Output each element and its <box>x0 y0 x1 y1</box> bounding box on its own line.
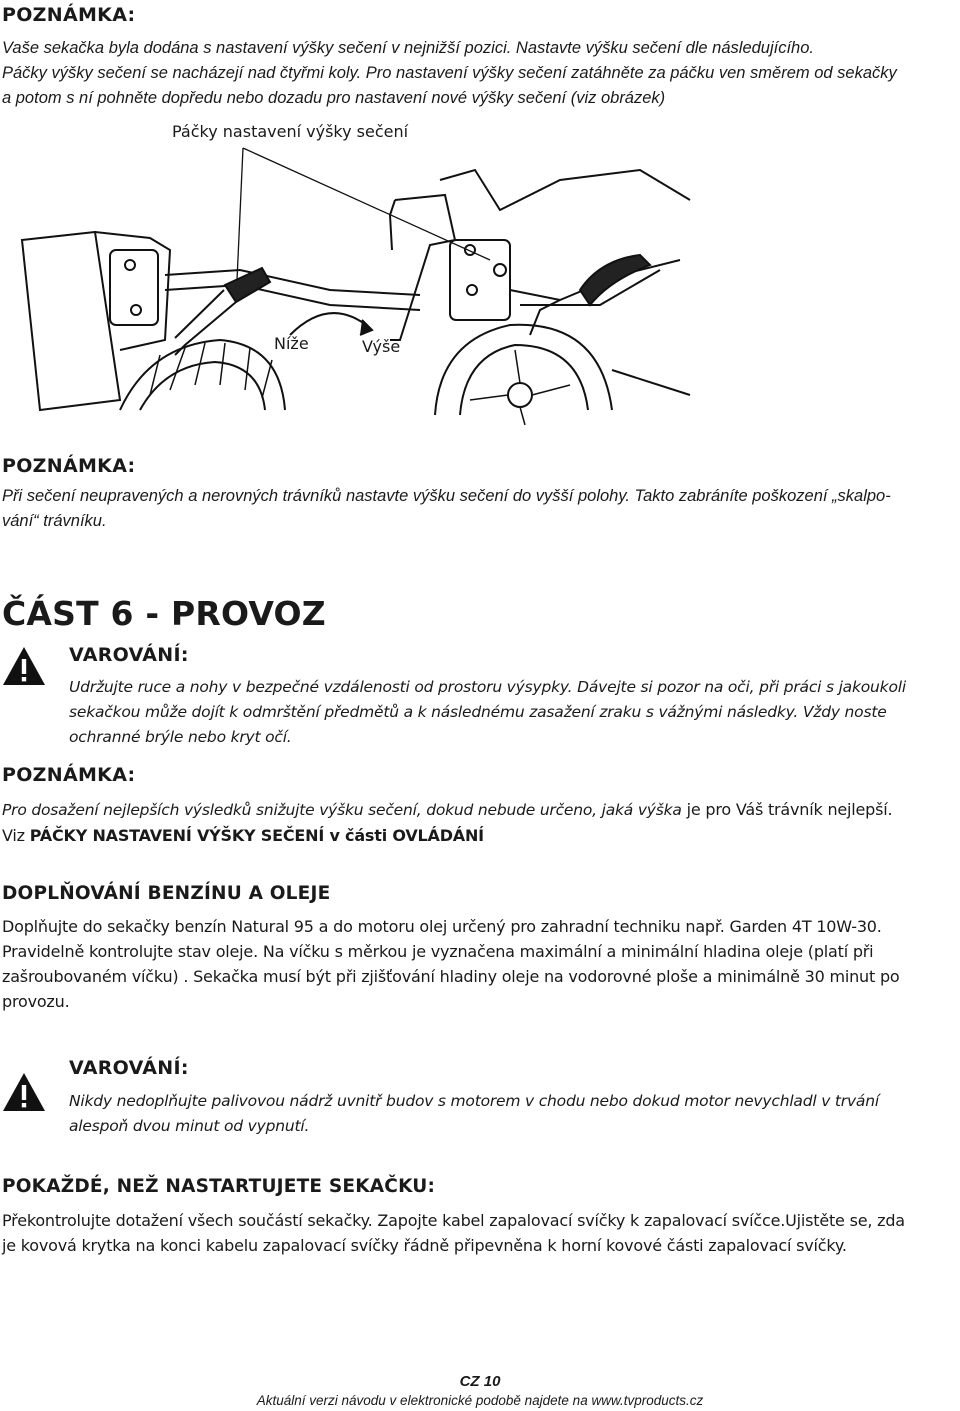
fuel-line: Doplňujte do sekačky benzín Natural 95 a do motoru olej určený pro zahradní techniku např. Garden 4T 10W-30. <box>2 917 882 936</box>
note-text <box>2 36 960 111</box>
warning-text <box>69 675 959 750</box>
note-line: Při sečení neupravených a nerovných trávníků nastavte výšku sečení do vyšší polohy. Takto zabráníte poškození „skalpo- <box>2 487 891 505</box>
before-start-text <box>2 1208 960 1258</box>
note-line: a potom s ní pohněte dopředu nebo dozadu pro nastavení nové výšky sečení (viz obrázek) <box>2 89 666 107</box>
note-line: vání“ trávníku. <box>2 512 107 530</box>
lower-label: Níže <box>274 334 309 353</box>
note-heading: POZNÁMKA: <box>2 455 136 477</box>
warning-line: ochranné brýle nebo kryt očí. <box>69 728 292 746</box>
note-heading: POZNÁMKA: <box>2 764 136 786</box>
warning-line: alespoň dvou minut od vypnutí. <box>69 1117 310 1135</box>
warning-heading: VAROVÁNÍ: <box>69 1057 189 1079</box>
warning-text <box>69 1089 959 1139</box>
note-prefix: Viz <box>2 826 30 845</box>
lever-label: Páčky nastavení výšky sečení <box>172 122 409 141</box>
fuel-line: zašroubovaném víčku) . Sekačka musí být při zjišťování hladiny oleje na vodorovné ploše a minimálně 30 minut po <box>2 967 900 986</box>
section-title: ČÁST 6 - PROVOZ <box>2 594 326 633</box>
fuel-heading: DOPLŇOVÁNÍ BENZÍNU A OLEJE <box>2 883 331 904</box>
higher-label: Výše <box>362 337 401 356</box>
warning-line: sekačkou může dojít k odmrštění předmětů a k následnému zasažení zraku s vážnými následky. Vždy noste <box>69 703 887 721</box>
before-start-heading: POKAŽDÉ, NEŽ NASTARTUJETE SEKAČKU: <box>2 1176 436 1197</box>
note-plain-part: je pro Váš trávník nejlepší. <box>681 800 893 819</box>
warning-line: Udržujte ruce a nohy v bezpečné vzdálenosti od prostoru výsypky. Dávejte si pozor na oči, při práci s jakoukoli <box>69 678 906 696</box>
warning-line: Nikdy nedoplňujte palivovou nádrž uvnitř budov s motorem v chodu nebo dokud motor nevychladl v trvání <box>69 1092 879 1110</box>
before-start-line: je kovová krytka na konci kabelu zapalovací svíčky řádně připevněna k horní kovové části zapalovací svíčky. <box>2 1236 847 1255</box>
note-text <box>2 484 960 534</box>
fuel-line: provozu. <box>2 992 70 1011</box>
note-line <box>2 797 960 823</box>
note-heading: POZNÁMKA: <box>2 4 136 26</box>
page-number: CZ 10 <box>459 1373 501 1390</box>
mower-height-lever-illustration <box>0 140 700 425</box>
fuel-line: Pravidelně kontrolujte stav oleje. Na víčku s měrkou je vyznačena maximální a minimální hladina oleje (platí při <box>2 942 874 961</box>
warning-icon <box>2 1072 46 1112</box>
cross-reference: PÁČKY NASTAVENÍ VÝŠKY SEČENÍ v části OVLÁDÁNÍ <box>29 826 484 845</box>
note-line: Páčky výšky sečení se nacházejí nad čtyřmi koly. Pro nastavení výšky sečení zatáhněte za páčku ven směrem od sekačky <box>2 64 897 82</box>
note-line: Vaše sekačka byla dodána s nastavení výšky sečení v nejnižší pozici. Nastavte výšku sečení dle následujícího. <box>2 39 814 57</box>
fuel-text <box>2 914 960 1014</box>
note-text <box>2 797 960 848</box>
note-line <box>2 823 960 848</box>
footer-web-note: Aktuální verzi návodu v elektronické podobě najdete na www.tvproducts.cz <box>256 1393 704 1408</box>
warning-heading: VAROVÁNÍ: <box>69 644 189 666</box>
before-start-line: Překontrolujte dotažení všech součástí sekačky. Zapojte kabel zapalovací svíčky k zapalovací svíčce.Ujistěte se, zda <box>2 1211 905 1230</box>
note-italic-part: Pro dosažení nejlepších výsledků snižujte výšku sečení, dokud nebude určeno, jaká výška <box>2 801 682 819</box>
warning-icon <box>2 646 46 686</box>
